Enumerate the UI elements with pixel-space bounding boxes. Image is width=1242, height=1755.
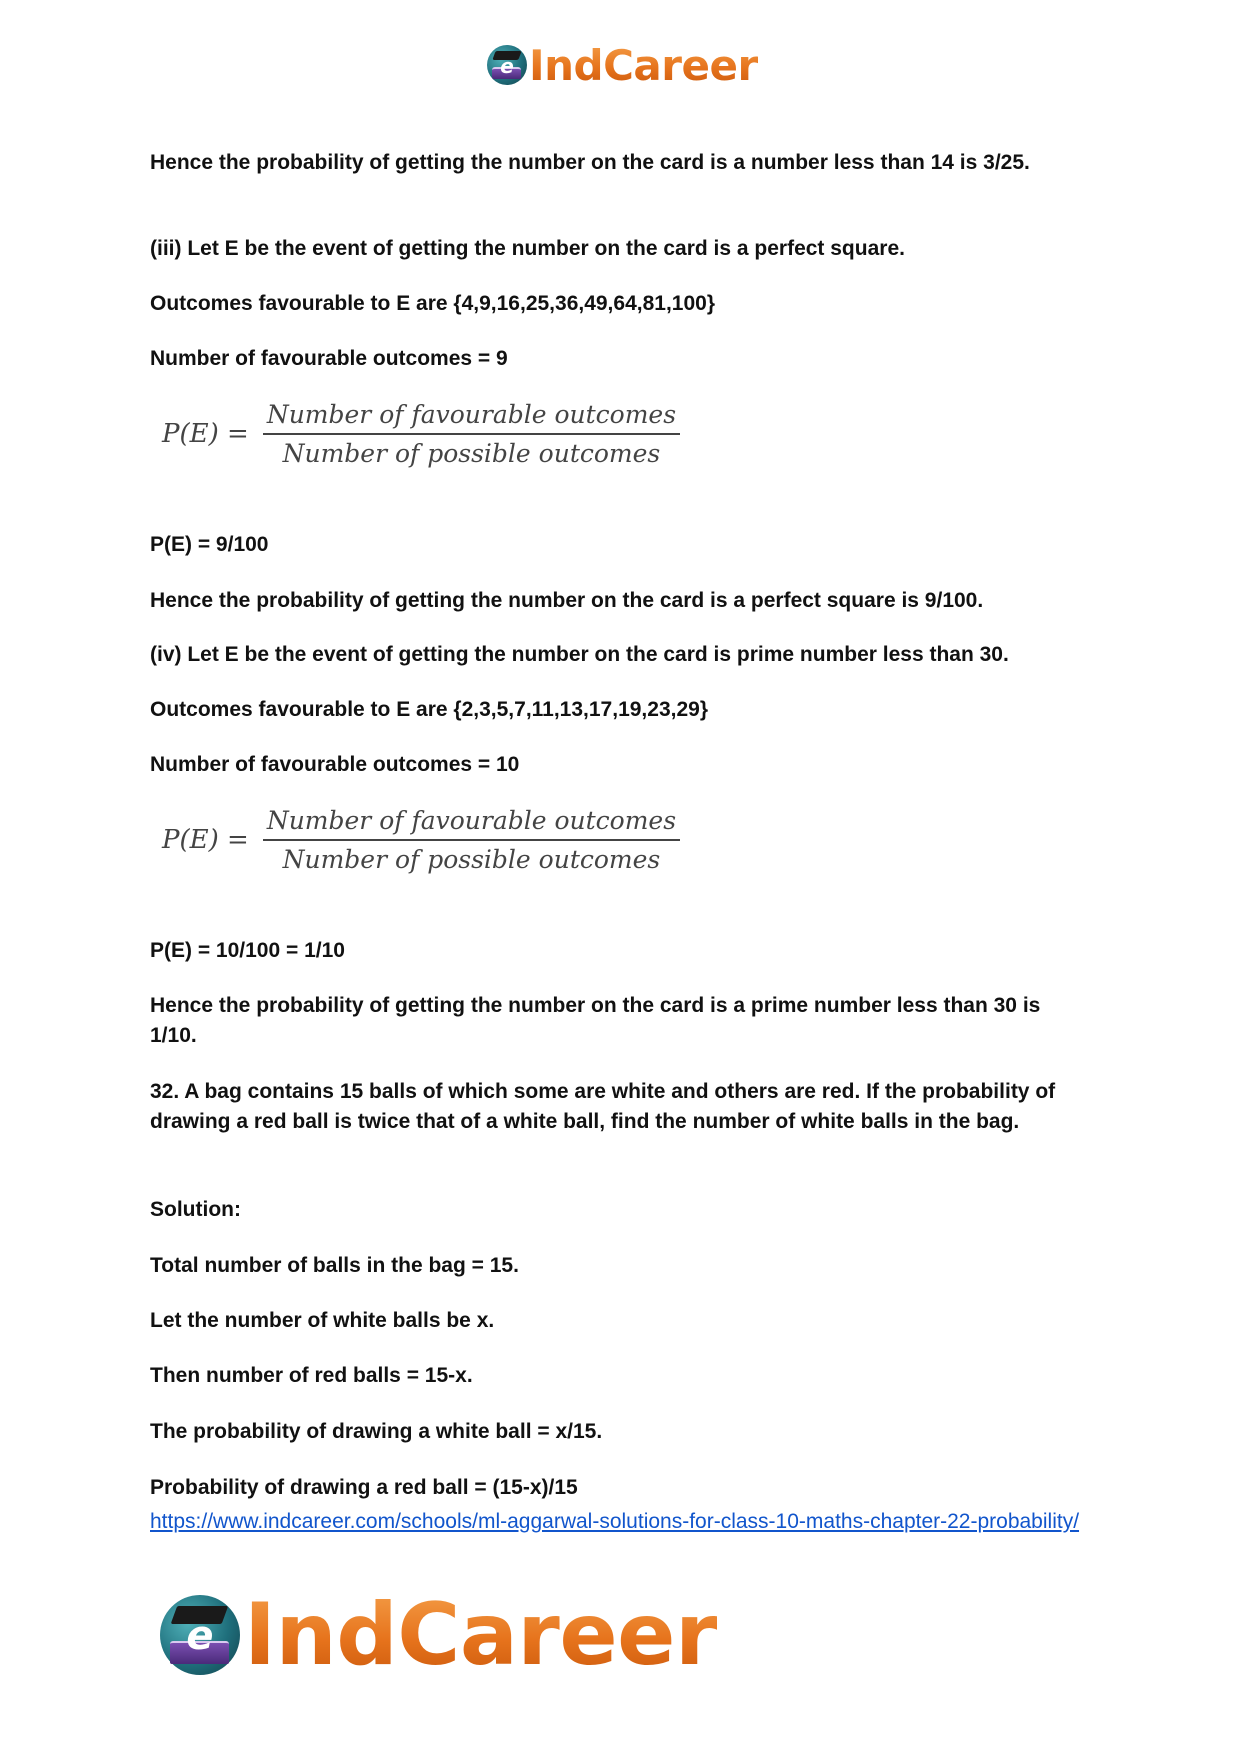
paragraph-part-iv-event: (iv) Let E be the event of getting the number on the card is prime number less than 30. — [150, 643, 1009, 666]
header-brand-text: IndCareer — [529, 40, 758, 90]
formula-numerator: Number of favourable outcomes — [263, 400, 680, 435]
graduation-book-icon: e — [160, 1595, 240, 1675]
paragraph-conclusion-prime: Hence the probability of getting the number on the card is a prime number less than 30 is 1/10. — [150, 994, 1041, 1047]
paragraph-part-iii-event: (iii) Let E be the event of getting the number on the card is a perfect square. — [150, 237, 905, 260]
paragraph-conclusion-perfect-square: Hence the probability of getting the number on the card is a perfect square is 9/100. — [150, 589, 984, 612]
formula-lhs: P(E) = — [162, 825, 249, 855]
paragraph-favourable-count-10: Number of favourable outcomes = 10 — [150, 753, 520, 776]
paragraph-solution-heading: Solution: — [150, 1198, 241, 1221]
paragraph-pe-1-10: P(E) = 10/100 = 1/10 — [150, 939, 345, 962]
formula-lhs: P(E) = — [162, 419, 249, 449]
paragraph-red-probability: Probability of drawing a red ball = (15-x)/15 — [150, 1476, 578, 1499]
paragraph-total-balls: Total number of balls in the bag = 15. — [150, 1254, 519, 1277]
formula-denominator: Number of possible outcomes — [282, 845, 661, 874]
paragraph-favourable-count-9: Number of favourable outcomes = 9 — [150, 347, 508, 370]
source-link[interactable]: https://www.indcareer.com/schools/ml-aggarwal-solutions-for-class-10-maths-chapter-22-probability/ — [150, 1510, 1080, 1533]
paragraph-outcomes-perfect-square: Outcomes favourable to E are {4,9,16,25,36,49,64,81,100} — [150, 292, 715, 315]
formula-denominator: Number of possible outcomes — [282, 439, 661, 468]
formula-fraction — [263, 400, 680, 468]
footer-brand-text: IndCareer — [244, 1585, 717, 1685]
paragraph-pe-9-100: P(E) = 9/100 — [150, 533, 269, 556]
paragraph-outcomes-prime: Outcomes favourable to E are {2,3,5,7,11,13,17,19,23,29} — [150, 698, 708, 721]
paragraph-white-probability: The probability of drawing a white ball = x/15. — [150, 1420, 603, 1443]
paragraph-white-balls: Let the number of white balls be x. — [150, 1309, 495, 1332]
graduation-book-icon: e — [487, 45, 527, 85]
paragraph-question-32: 32. A bag contains 15 balls of which some are white and others are red. If the probability of drawing a red ball is twice that of a white ball, find the number of white balls in the bag. — [150, 1080, 1056, 1133]
paragraph-red-balls: Then number of red balls = 15-x. — [150, 1364, 473, 1387]
formula-numerator: Number of favourable outcomes — [263, 806, 680, 841]
formula-fraction — [263, 806, 680, 874]
header-logo — [487, 40, 758, 90]
probability-formula-1 — [162, 400, 680, 468]
probability-formula-2 — [162, 806, 680, 874]
footer-logo — [160, 1585, 717, 1685]
paragraph-conclusion-less-than-14: Hence the probability of getting the number on the card is a number less than 14 is 3/25. — [150, 151, 1030, 174]
